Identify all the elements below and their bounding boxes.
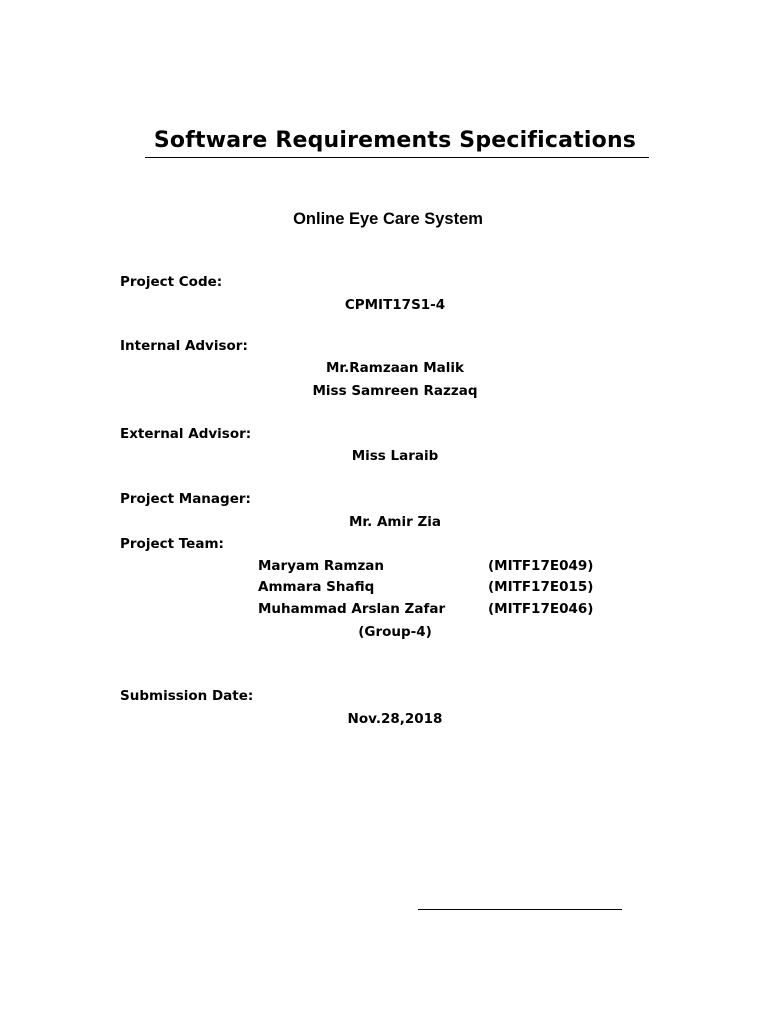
- team-member-name: Maryam Ramzan: [258, 558, 385, 574]
- team-member-name: Ammara Shafiq: [258, 579, 375, 595]
- submission-date-value: Nov.28,2018: [347, 711, 443, 727]
- internal-advisor-2: Miss Samreen Razzaq: [312, 383, 478, 399]
- team-member-name: Muhammad Arslan Zafar: [258, 601, 446, 617]
- document-title: Software Requirements Specifications: [153, 128, 637, 153]
- submission-date-label: Submission Date:: [120, 688, 254, 704]
- title-underline: [145, 157, 649, 158]
- project-team-label: Project Team:: [120, 536, 224, 552]
- external-advisor-value: Miss Laraib: [351, 448, 439, 464]
- team-member-id: (MITF17E015): [488, 579, 594, 595]
- team-member-id: (MITF17E049): [488, 558, 594, 574]
- internal-advisor-1: Mr.Ramzaan Malik: [325, 360, 465, 376]
- signature-line: [418, 909, 622, 910]
- project-manager-value: Mr. Amir Zia: [348, 514, 442, 530]
- project-title: Online Eye Care System: [293, 210, 483, 228]
- team-member-id: (MITF17E046): [488, 601, 594, 617]
- project-code-value: CPMIT17S1-4: [344, 297, 446, 313]
- project-manager-label: Project Manager:: [120, 491, 251, 507]
- external-advisor-label: External Advisor:: [120, 426, 252, 442]
- internal-advisor-label: Internal Advisor:: [120, 338, 248, 354]
- group-label: (Group-4): [358, 624, 432, 640]
- project-code-label: Project Code:: [120, 274, 223, 290]
